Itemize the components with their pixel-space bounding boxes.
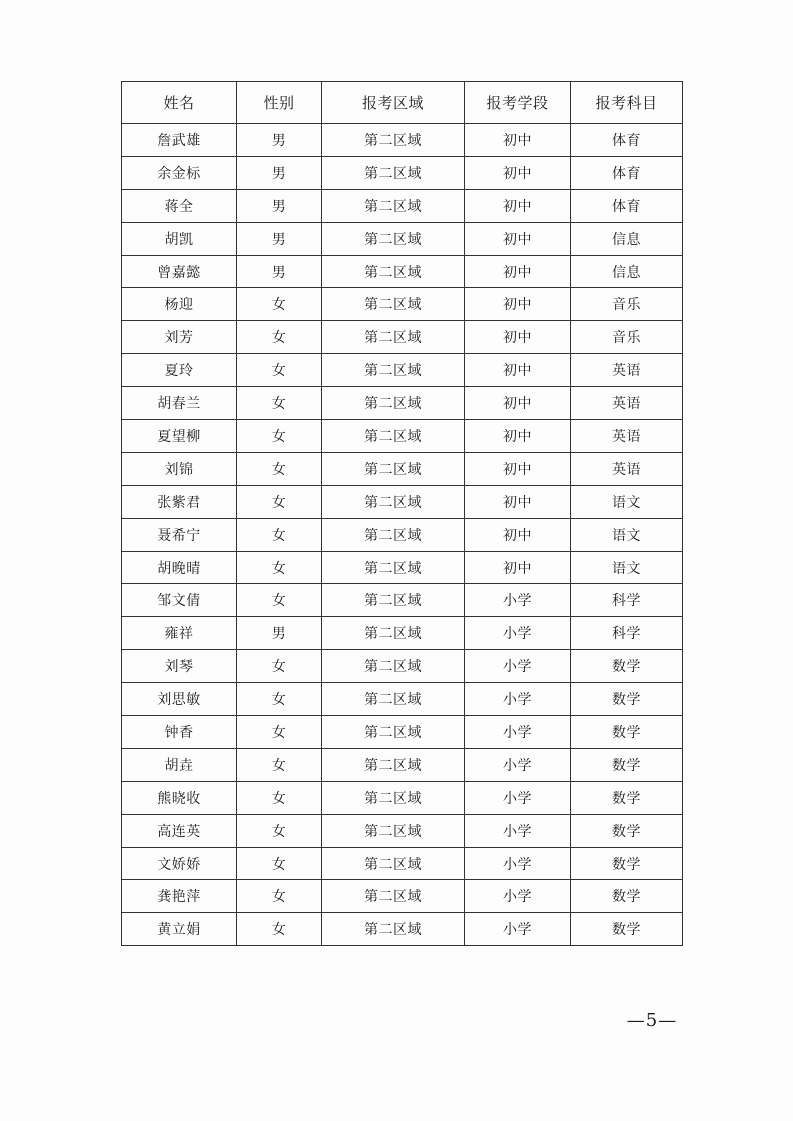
cell-region: 第二区域 bbox=[322, 485, 465, 518]
table-row bbox=[122, 485, 683, 518]
cell-region: 第二区域 bbox=[322, 354, 465, 387]
cell-region: 第二区域 bbox=[322, 452, 465, 485]
cell-stage: 初中 bbox=[465, 222, 571, 255]
cell-region: 第二区域 bbox=[322, 617, 465, 650]
cell-stage: 小学 bbox=[465, 617, 571, 650]
cell-region: 第二区域 bbox=[322, 584, 465, 617]
cell-subject: 数学 bbox=[571, 650, 683, 683]
cell-gender: 男 bbox=[237, 156, 322, 189]
cell-subject: 数学 bbox=[571, 880, 683, 913]
header-gender: 性别 bbox=[237, 82, 322, 124]
table-row bbox=[122, 124, 683, 157]
cell-name: 刘琴 bbox=[122, 650, 237, 683]
candidate-table bbox=[121, 81, 683, 946]
cell-name: 胡春兰 bbox=[122, 387, 237, 420]
cell-subject: 科学 bbox=[571, 617, 683, 650]
table-row bbox=[122, 913, 683, 946]
cell-region: 第二区域 bbox=[322, 222, 465, 255]
cell-stage: 小学 bbox=[465, 683, 571, 716]
cell-gender: 女 bbox=[237, 814, 322, 847]
cell-stage: 小学 bbox=[465, 584, 571, 617]
cell-gender: 男 bbox=[237, 255, 322, 288]
cell-name: 胡垚 bbox=[122, 748, 237, 781]
cell-region: 第二区域 bbox=[322, 650, 465, 683]
cell-stage: 小学 bbox=[465, 913, 571, 946]
cell-name: 雍祥 bbox=[122, 617, 237, 650]
cell-subject: 音乐 bbox=[571, 321, 683, 354]
cell-gender: 女 bbox=[237, 485, 322, 518]
cell-region: 第二区域 bbox=[322, 156, 465, 189]
cell-name: 曾嘉懿 bbox=[122, 255, 237, 288]
cell-name: 杨迎 bbox=[122, 288, 237, 321]
table-row bbox=[122, 518, 683, 551]
cell-gender: 男 bbox=[237, 222, 322, 255]
page-number: —5— bbox=[626, 1010, 678, 1031]
header-region: 报考区域 bbox=[322, 82, 465, 124]
table-row bbox=[122, 189, 683, 222]
cell-region: 第二区域 bbox=[322, 748, 465, 781]
cell-subject: 科学 bbox=[571, 584, 683, 617]
cell-region: 第二区域 bbox=[322, 781, 465, 814]
cell-region: 第二区域 bbox=[322, 716, 465, 749]
cell-subject: 信息 bbox=[571, 255, 683, 288]
cell-region: 第二区域 bbox=[322, 321, 465, 354]
cell-gender: 女 bbox=[237, 650, 322, 683]
cell-subject: 英语 bbox=[571, 354, 683, 387]
cell-subject: 数学 bbox=[571, 683, 683, 716]
cell-stage: 初中 bbox=[465, 189, 571, 222]
table-row bbox=[122, 650, 683, 683]
cell-gender: 女 bbox=[237, 420, 322, 453]
cell-name: 张紫君 bbox=[122, 485, 237, 518]
cell-name: 钟香 bbox=[122, 716, 237, 749]
cell-region: 第二区域 bbox=[322, 518, 465, 551]
cell-region: 第二区域 bbox=[322, 683, 465, 716]
cell-name: 高连英 bbox=[122, 814, 237, 847]
cell-stage: 初中 bbox=[465, 354, 571, 387]
cell-region: 第二区域 bbox=[322, 124, 465, 157]
table-row bbox=[122, 255, 683, 288]
table-header-row bbox=[122, 82, 683, 124]
table-row bbox=[122, 288, 683, 321]
table-row bbox=[122, 814, 683, 847]
cell-subject: 体育 bbox=[571, 189, 683, 222]
cell-gender: 女 bbox=[237, 716, 322, 749]
cell-gender: 女 bbox=[237, 518, 322, 551]
cell-region: 第二区域 bbox=[322, 913, 465, 946]
cell-region: 第二区域 bbox=[322, 880, 465, 913]
cell-gender: 女 bbox=[237, 913, 322, 946]
cell-name: 文娇娇 bbox=[122, 847, 237, 880]
cell-gender: 女 bbox=[237, 584, 322, 617]
cell-stage: 初中 bbox=[465, 288, 571, 321]
table-row bbox=[122, 321, 683, 354]
cell-name: 刘思敏 bbox=[122, 683, 237, 716]
cell-region: 第二区域 bbox=[322, 420, 465, 453]
cell-stage: 初中 bbox=[465, 420, 571, 453]
cell-subject: 音乐 bbox=[571, 288, 683, 321]
table-row bbox=[122, 716, 683, 749]
cell-gender: 男 bbox=[237, 124, 322, 157]
cell-region: 第二区域 bbox=[322, 189, 465, 222]
cell-stage: 小学 bbox=[465, 847, 571, 880]
cell-subject: 英语 bbox=[571, 420, 683, 453]
cell-name: 詹武雄 bbox=[122, 124, 237, 157]
cell-stage: 初中 bbox=[465, 485, 571, 518]
cell-gender: 女 bbox=[237, 847, 322, 880]
cell-gender: 男 bbox=[237, 189, 322, 222]
table-row bbox=[122, 748, 683, 781]
table-row bbox=[122, 551, 683, 584]
cell-gender: 女 bbox=[237, 288, 322, 321]
table-row bbox=[122, 156, 683, 189]
cell-stage: 小学 bbox=[465, 650, 571, 683]
table-row bbox=[122, 452, 683, 485]
cell-subject: 信息 bbox=[571, 222, 683, 255]
header-subject: 报考科目 bbox=[571, 82, 683, 124]
cell-region: 第二区域 bbox=[322, 847, 465, 880]
cell-gender: 女 bbox=[237, 748, 322, 781]
table-row bbox=[122, 781, 683, 814]
cell-subject: 数学 bbox=[571, 814, 683, 847]
cell-stage: 小学 bbox=[465, 814, 571, 847]
cell-name: 邹文倩 bbox=[122, 584, 237, 617]
cell-stage: 初中 bbox=[465, 551, 571, 584]
cell-stage: 小学 bbox=[465, 880, 571, 913]
cell-gender: 女 bbox=[237, 683, 322, 716]
cell-stage: 初中 bbox=[465, 321, 571, 354]
cell-gender: 女 bbox=[237, 781, 322, 814]
cell-name: 夏玲 bbox=[122, 354, 237, 387]
cell-name: 刘芳 bbox=[122, 321, 237, 354]
table-row bbox=[122, 617, 683, 650]
cell-gender: 女 bbox=[237, 452, 322, 485]
cell-gender: 女 bbox=[237, 321, 322, 354]
cell-gender: 女 bbox=[237, 354, 322, 387]
table-row bbox=[122, 420, 683, 453]
cell-stage: 初中 bbox=[465, 387, 571, 420]
cell-gender: 女 bbox=[237, 880, 322, 913]
cell-gender: 女 bbox=[237, 387, 322, 420]
cell-subject: 语文 bbox=[571, 485, 683, 518]
cell-stage: 初中 bbox=[465, 518, 571, 551]
cell-region: 第二区域 bbox=[322, 551, 465, 584]
cell-name: 刘锦 bbox=[122, 452, 237, 485]
cell-stage: 小学 bbox=[465, 716, 571, 749]
cell-stage: 初中 bbox=[465, 452, 571, 485]
header-stage: 报考学段 bbox=[465, 82, 571, 124]
cell-name: 蒋全 bbox=[122, 189, 237, 222]
cell-stage: 初中 bbox=[465, 156, 571, 189]
cell-name: 胡晚晴 bbox=[122, 551, 237, 584]
cell-subject: 数学 bbox=[571, 716, 683, 749]
cell-name: 龚艳萍 bbox=[122, 880, 237, 913]
cell-stage: 小学 bbox=[465, 748, 571, 781]
cell-region: 第二区域 bbox=[322, 288, 465, 321]
cell-name: 聂希宁 bbox=[122, 518, 237, 551]
cell-name: 熊晓收 bbox=[122, 781, 237, 814]
cell-stage: 小学 bbox=[465, 781, 571, 814]
cell-subject: 体育 bbox=[571, 124, 683, 157]
cell-stage: 初中 bbox=[465, 255, 571, 288]
table-row bbox=[122, 387, 683, 420]
header-name: 姓名 bbox=[122, 82, 237, 124]
table-row bbox=[122, 880, 683, 913]
cell-subject: 数学 bbox=[571, 847, 683, 880]
cell-stage: 初中 bbox=[465, 124, 571, 157]
table-row bbox=[122, 847, 683, 880]
table-row bbox=[122, 354, 683, 387]
cell-subject: 英语 bbox=[571, 387, 683, 420]
cell-name: 胡凯 bbox=[122, 222, 237, 255]
table-body bbox=[122, 124, 683, 946]
cell-subject: 语文 bbox=[571, 518, 683, 551]
cell-name: 黄立娟 bbox=[122, 913, 237, 946]
cell-subject: 英语 bbox=[571, 452, 683, 485]
cell-name: 夏望柳 bbox=[122, 420, 237, 453]
cell-subject: 语文 bbox=[571, 551, 683, 584]
table-row bbox=[122, 584, 683, 617]
cell-subject: 数学 bbox=[571, 748, 683, 781]
cell-subject: 体育 bbox=[571, 156, 683, 189]
cell-region: 第二区域 bbox=[322, 387, 465, 420]
cell-region: 第二区域 bbox=[322, 814, 465, 847]
cell-gender: 女 bbox=[237, 551, 322, 584]
cell-name: 余金标 bbox=[122, 156, 237, 189]
cell-subject: 数学 bbox=[571, 913, 683, 946]
table-row bbox=[122, 222, 683, 255]
table-row bbox=[122, 683, 683, 716]
cell-subject: 数学 bbox=[571, 781, 683, 814]
cell-region: 第二区域 bbox=[322, 255, 465, 288]
cell-gender: 男 bbox=[237, 617, 322, 650]
